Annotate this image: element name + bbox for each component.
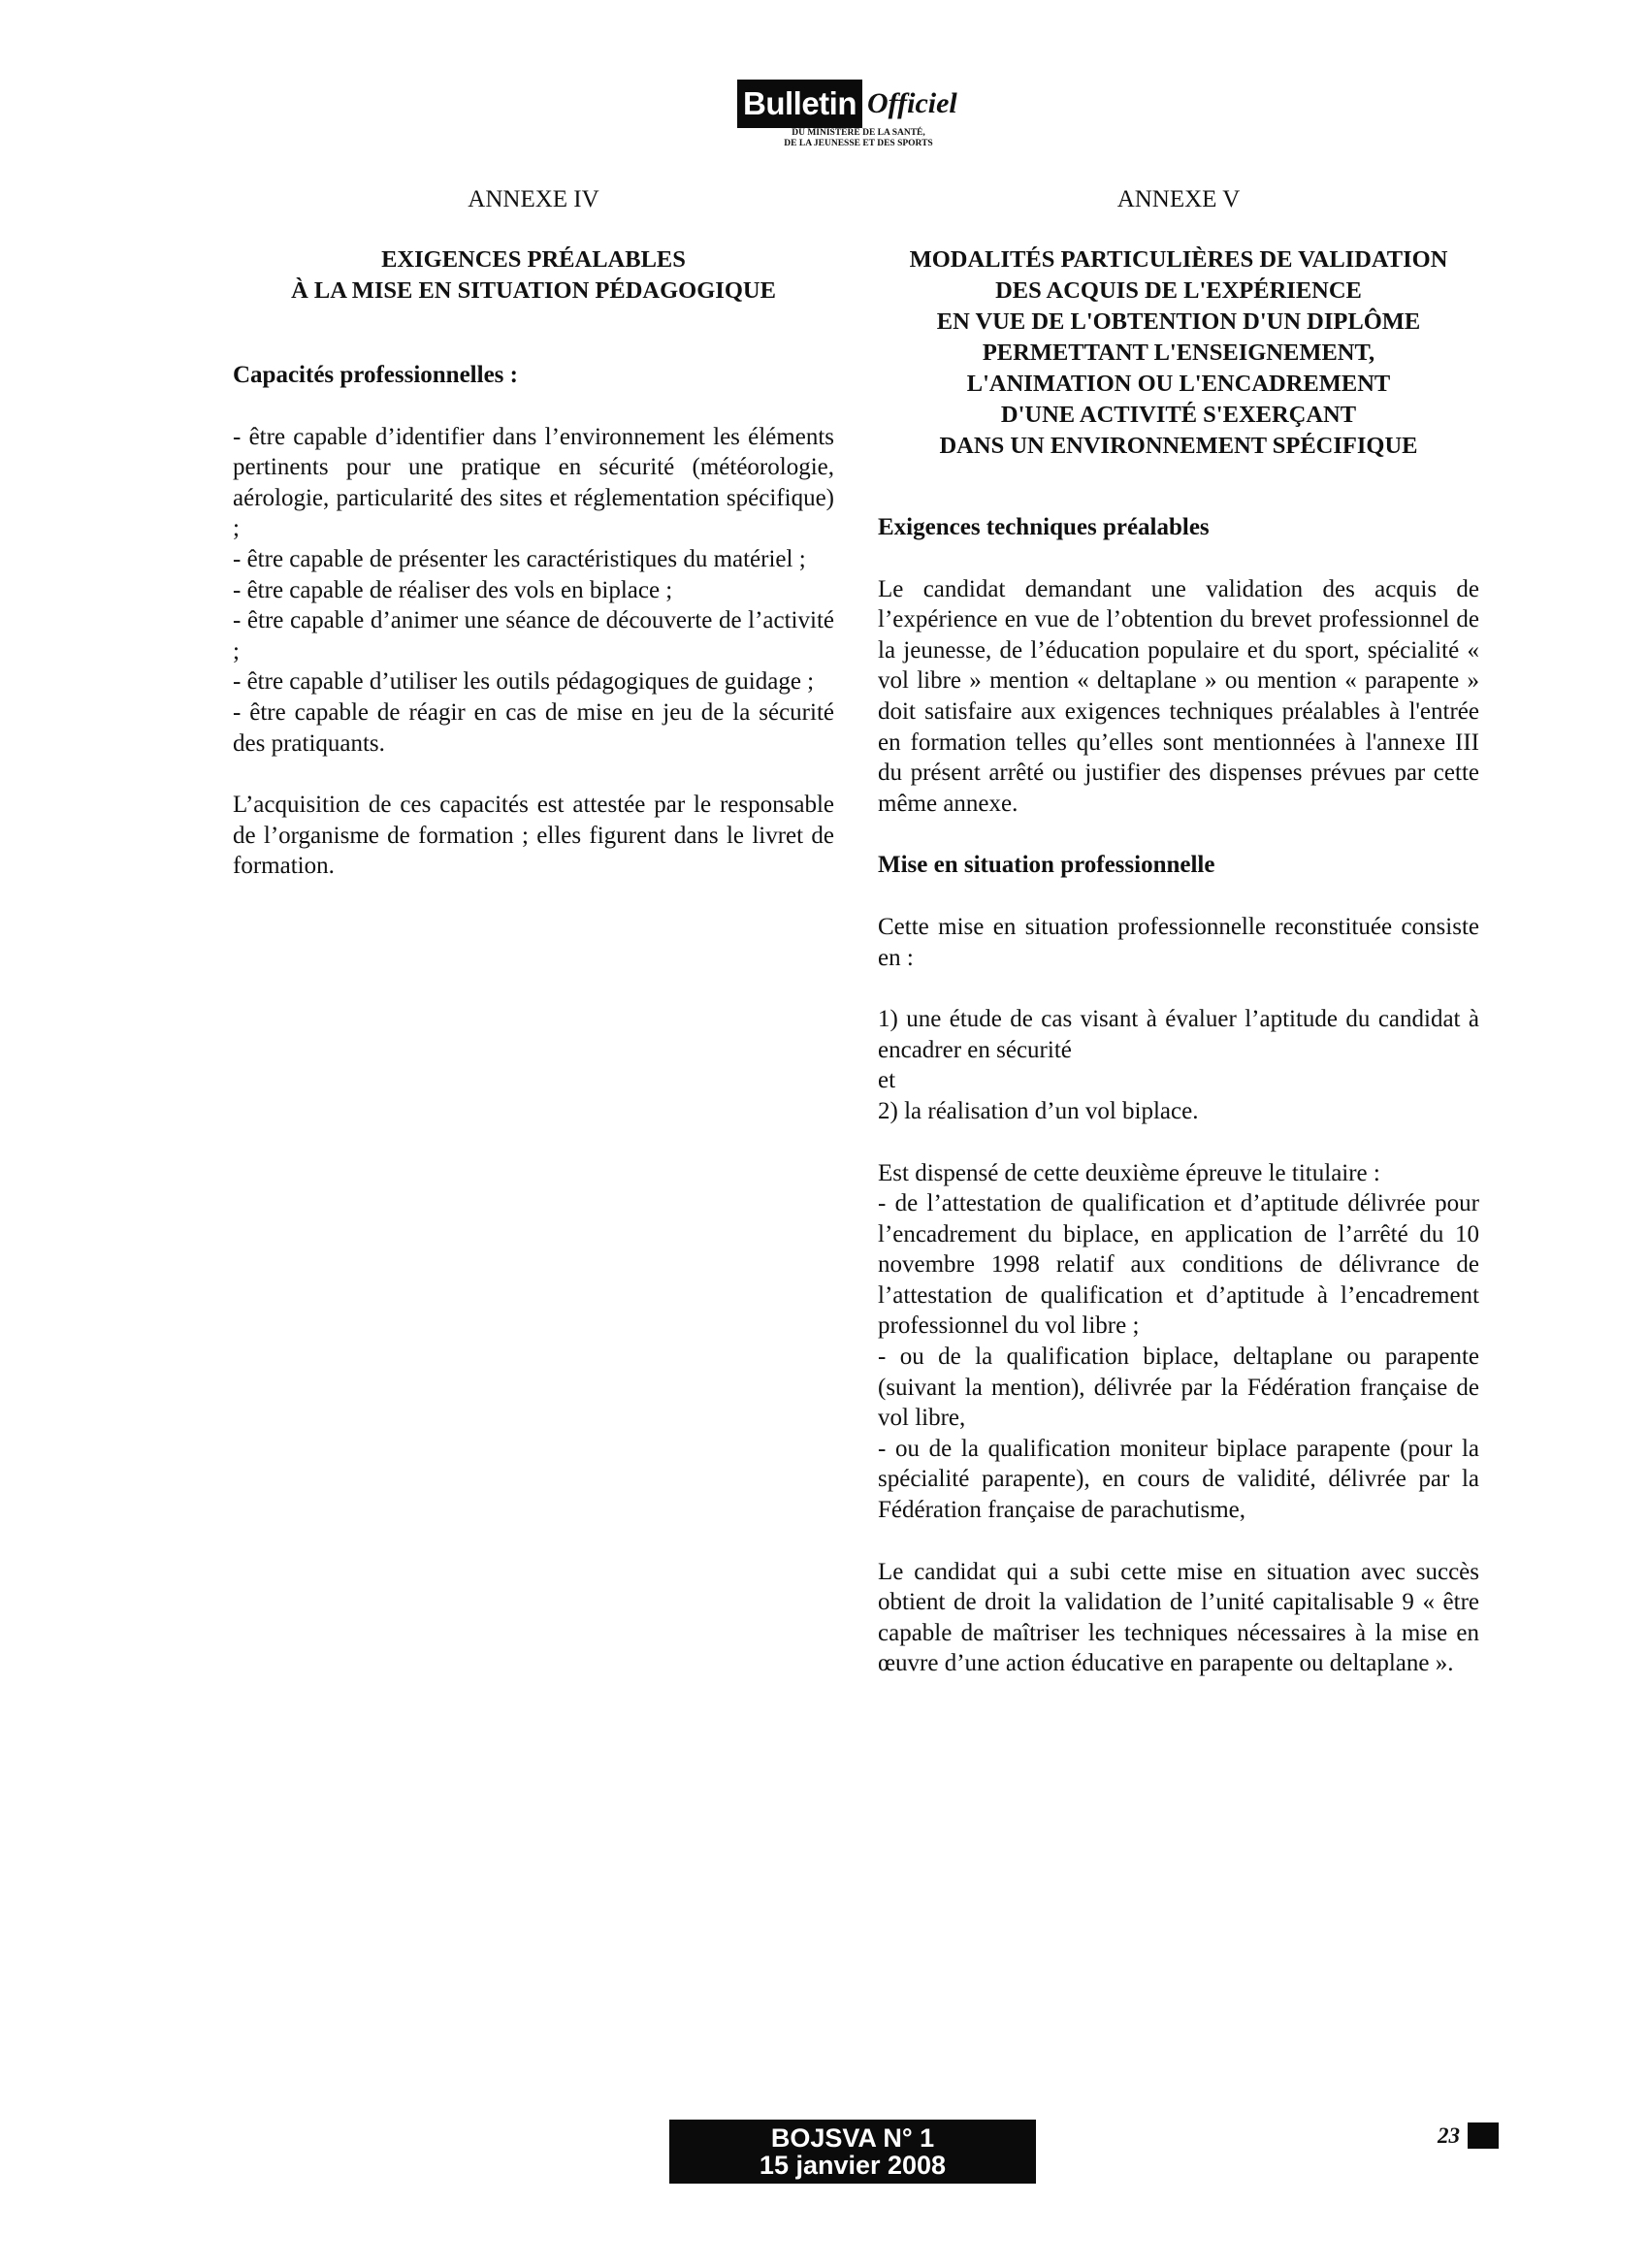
annex-v-title-line: D'UNE ACTIVITÉ S'EXERÇANT [1000, 402, 1357, 428]
annex-iv-label: ANNEXE IV [468, 186, 599, 212]
list-item: - de l’attestation de qualification et d’aptitude délivrée pour l’encadrement du biplace, en application de l’arrêté du 10 novembre 1998 relatif aux conditions de délivrance de l’attestation de qualification et d’aptitude à l’encadrement professionnel du vol libre ; [878, 1190, 1479, 1340]
issue-number: BOJSVA N° 1 [770, 2123, 935, 2153]
annex-v-title-line: DES ACQUIS DE L'EXPÉRIENCE [995, 277, 1362, 304]
annex-v-title-line: EN VUE DE L'OBTENTION D'UN DIPLÔME [936, 308, 1421, 335]
bulletin-officiel-logo [737, 80, 989, 128]
validation-paragraph: Le candidat qui a subi cette mise en situation avec succès obtient de droit la validation de l’unité capitalisable 9 « être capable de maîtriser les techniques nécessaires à la mise en œuvre d’une action éducative en parapente ou deltaplane ». [878, 1558, 1479, 1677]
logo-subtitle [747, 128, 970, 149]
annex-v-title-line: L'ANIMATION OU L'ENCADREMENT [966, 371, 1391, 397]
logo-subtitle-line-1: DU MINISTÈRE DE LA SANTÉ, [792, 128, 925, 138]
annex-v-title [878, 244, 1479, 462]
logo-bulletin-text: Bulletin [737, 80, 862, 128]
annex-iv-title-line: EXIGENCES PRÉALABLES [381, 246, 686, 273]
capacites-heading: Capacités professionnelles : [233, 362, 518, 388]
issue-date: 15 janvier 2008 [759, 2151, 947, 2180]
page-marker-block [1468, 2122, 1499, 2149]
logo-subtitle-line-2: DE LA JEUNESSE ET DES SPORTS [784, 139, 933, 148]
list-item: - être capable de réaliser des vols en biplace ; [233, 576, 673, 603]
annex-iv-title-line: À LA MISE EN SITUATION PÉDAGOGIQUE [291, 277, 776, 304]
annex-v-title-line: MODALITÉS PARTICULIÈRES DE VALIDATION [909, 246, 1448, 273]
page-number-text: 23 [1438, 2122, 1460, 2148]
list-item: - être capable d’utiliser les outils pédagogiques de guidage ; [233, 668, 815, 696]
annex-iv-title [233, 244, 834, 307]
dispense-list [878, 1188, 1479, 1526]
page-number [1438, 2122, 1499, 2149]
mise-en-situation-intro: Cette mise en situation professionnelle reconstituée consiste en : [878, 913, 1479, 971]
list-item: - ou de la qualification moniteur biplace parapente (pour la spécialité parapente), en cours de validité, délivrée par la Fédération française de parachutisme, [878, 1435, 1479, 1524]
mise-en-situation-heading: Mise en situation professionnelle [878, 852, 1215, 879]
annex-iv-column [233, 184, 834, 882]
acquisition-paragraph: L’acquisition de ces capacités est attestée par le responsable de l’organisme de formation ; elles figurent dans le livret de formation. [233, 792, 834, 880]
capacites-list [233, 422, 834, 760]
list-item: - ou de la qualification biplace, deltaplane ou parapente (suivant la mention), délivrée par la Fédération française de vol libre, [878, 1344, 1479, 1432]
list-item: - être capable d’identifier dans l’environnement les éléments pertinents pour une pratique en sécurité (météorologie, aérologie, particularité des sites et réglementation spécifique) ; [233, 423, 834, 542]
epreuve-item-1: 1) une étude de cas visant à évaluer l’aptitude du candidat à encadrer en sécurité [878, 1006, 1479, 1063]
list-item: - être capable d’animer une séance de découverte de l’activité ; [233, 607, 834, 664]
masthead [737, 80, 989, 149]
epreuve-item-2: 2) la réalisation d’un vol biplace. [878, 1097, 1199, 1124]
exigences-techniques-paragraph: Le candidat demandant une validation des acquis de l’expérience en vue de l’obtention du brevet professionnel de la jeunesse, de l’éducation populaire et du sport, spécialité « vol libre » mention « deltaplane » ou mention « parapente » doit satisfaire aux exigences techniques préalables à l'entrée en formation telles qu’elles sont mentionnées à l'annexe III du présent arrêté ou justifier des dispenses prévues par cette même annexe. [878, 575, 1479, 817]
bojsva-issue-badge [669, 2120, 1036, 2184]
logo-officiel-text: Officiel [867, 87, 957, 119]
annex-v-column [878, 184, 1479, 1679]
annex-v-title-line: PERMETTANT L'ENSEIGNEMENT, [982, 340, 1375, 366]
list-item: - être capable de réagir en cas de mise en jeu de la sécurité des pratiquants. [233, 698, 834, 757]
epreuve-connector: et [878, 1067, 896, 1094]
exigences-techniques-heading: Exigences techniques préalables [878, 514, 1210, 540]
dispense-intro: Est dispensé de cette deuxième épreuve le titulaire : [878, 1159, 1380, 1186]
annex-v-title-line: DANS UN ENVIRONNEMENT SPÉCIFIQUE [939, 433, 1418, 459]
list-item: - être capable de présenter les caractéristiques du matériel ; [233, 545, 806, 572]
annex-v-label: ANNEXE V [1116, 186, 1241, 212]
